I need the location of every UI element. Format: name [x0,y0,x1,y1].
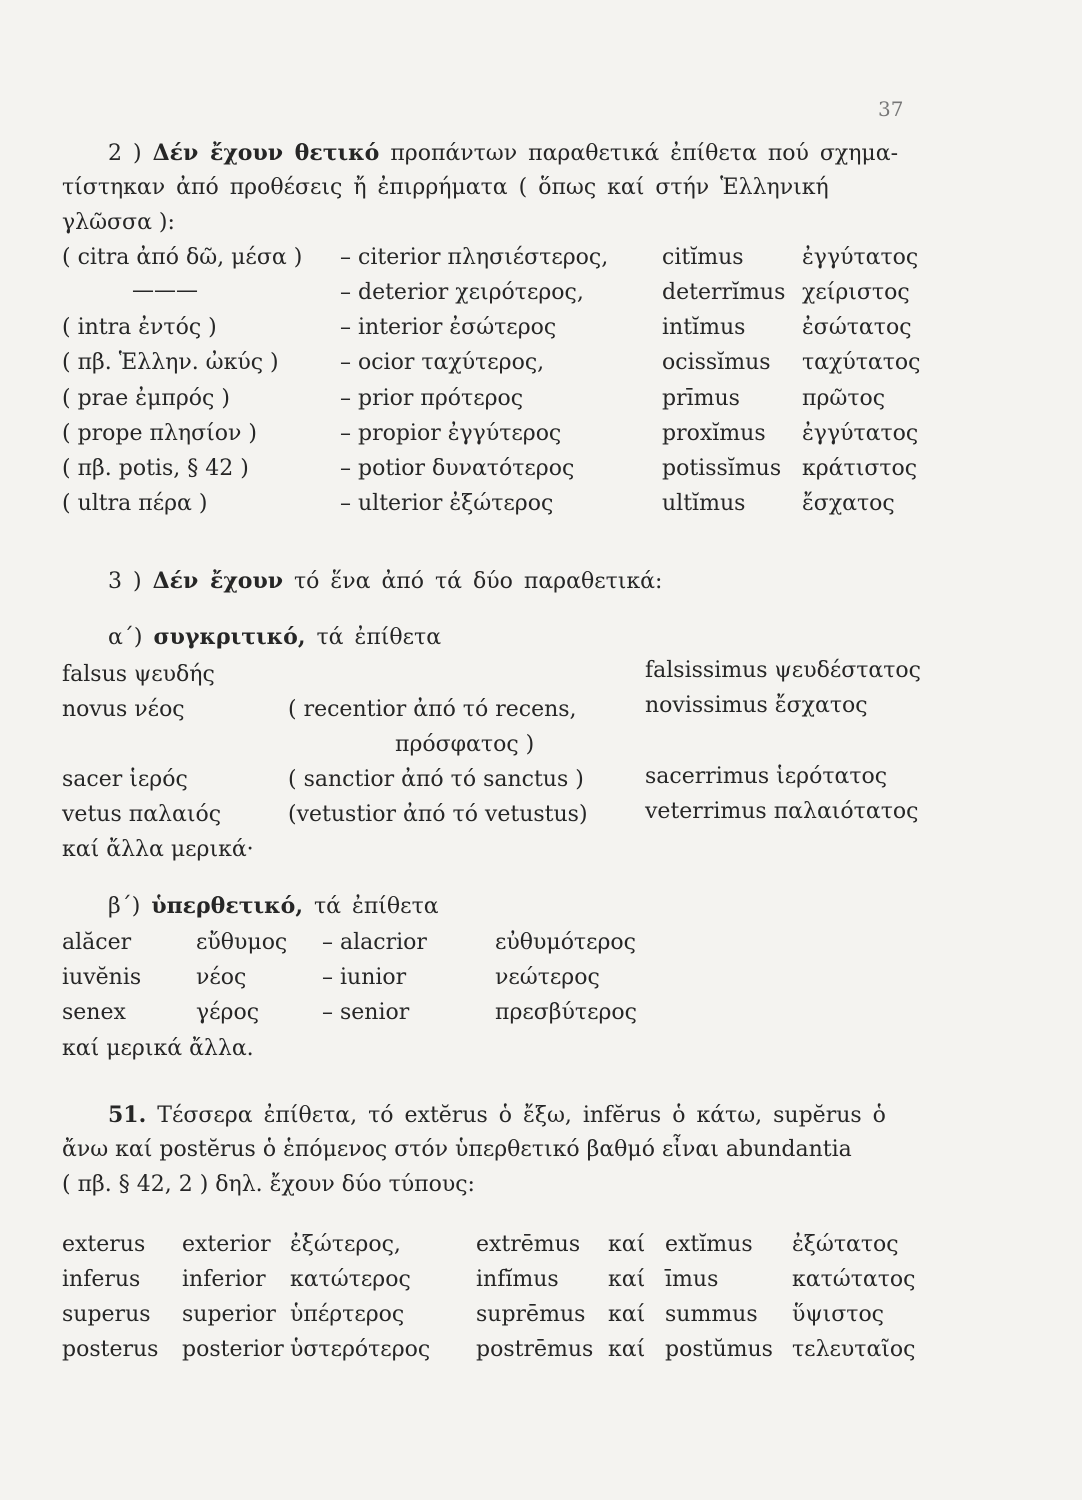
s51-comp: inferior [182,1267,266,1292]
s3b-comp: – senior [322,1000,410,1025]
s2-comp: – deterior χειρότερος, [340,280,584,305]
s51-pos: inferus [62,1267,141,1292]
s3-a-label: α΄) [108,625,143,650]
s2-gr: πρῶτος [802,386,886,411]
s3b-comp: – iunior [322,965,407,990]
s51-grs: κατώτατος [792,1267,916,1292]
s51-sup1: suprēmus [476,1302,586,1327]
s3-heading [108,568,662,595]
s2-comp: – propior ἐγγύτερος [340,421,562,446]
s51-grs: τελευταῖος [792,1337,916,1362]
s2-comp: – interior ἐσώτερος [340,315,557,340]
s51-line-3: ( πβ. § 42, 2 ) δηλ. ἔχουν δύο τύπους: [62,1172,475,1197]
s2-src: ( πβ. potis, § 42 ) [62,456,249,481]
s3a-sup: sacerrimus ἱερότατος [645,764,888,789]
s3b-gr: νέος [196,965,247,990]
s51-line-1 [108,1102,886,1129]
s3a-sup: veterrimus παλαιότατος [645,799,919,824]
s51-kai: καί [608,1302,646,1327]
s3a-pos: vetus παλαιός [62,802,222,827]
s3-b-end: καί μερικά ἄλλα. [62,1036,254,1061]
s51-grc: ὑστερότερος [290,1337,431,1362]
s2-sup: ocissĭmus [662,350,771,375]
s51-grs: ἐξώτατος [792,1232,899,1257]
s2-line-1 [108,140,898,167]
s3b-lat: iuvĕnis [62,965,142,990]
s2-src: ( πβ. Ἑλλην. ὠκύς ) [62,350,279,375]
s51-sup1: extrēmus [476,1232,581,1257]
s2-gr: ἔσχατος [802,491,895,516]
s2-sup: proxĭmus [662,421,766,446]
s3a-sup: falsissimus ψευδέστατος [645,658,921,683]
s51-sup2: summus [665,1302,758,1327]
s3-a-bold: συγκριτικό, [153,624,306,650]
s51-line-2: ἄνω καί postĕrus ὁ ἑπόμενος στόν ὑπερθετικό βαθμό εἶναι abundantia [62,1137,852,1162]
s2-src: ( intra ἐντός ) [62,315,217,340]
s2-sup: ultĭmus [662,491,746,516]
s51-sup1: postrēmus [476,1337,594,1362]
s2-src: ( prae ἐμπρός ) [62,386,230,411]
s51-pos: exterus [62,1232,146,1257]
s2-bold: Δέν ἔχουν θετικό [152,140,380,166]
s3a-pos: falsus ψευδής [62,662,215,687]
s51-sup1: infĭmus [476,1267,559,1292]
s3-rest: τό ἕνα ἀπό τά δύο παραθετικά: [294,569,663,594]
s2-gr: κράτιστος [802,456,918,481]
s51-sup2: īmus [665,1267,719,1292]
s3-a-heading [108,624,441,651]
s3-a-end: καί ἄλλα μερικά· [62,837,254,862]
s2-comp: – potior δυνατότερος [340,456,575,481]
s3a-note: πρόσφατος ) [395,732,535,757]
s2-gr: ταχύτατος [802,350,921,375]
s2-rest: προπάντων παραθετικά ἐπίθετα πού σχημα- [390,141,899,166]
s51-comp: exterior [182,1232,271,1257]
s3b-comp: – alacrior [322,930,427,955]
s3b-lat: senex [62,1000,126,1025]
s51-sup2: postŭmus [665,1337,773,1362]
s51-pos: superus [62,1302,151,1327]
s3-a-rest: τά ἐπίθετα [316,625,442,650]
page-number: 37 [878,97,904,121]
s51-kai: καί [608,1337,646,1362]
s3a-note: ( recentior ἀπό τό recens, [288,697,577,722]
s3a-pos: sacer ἱερός [62,767,188,792]
s2-line-3: γλῶσσα ): [62,210,175,235]
s3b-gr: εὔθυμος [196,930,288,955]
s2-comp: – prior πρότερος [340,386,524,411]
s51-kai: καί [608,1267,646,1292]
s2-gr: ἐσώτατος [802,315,912,340]
s3-bold: Δέν ἔχουν [152,568,283,594]
s51-grc: ἐξώτερος, [290,1232,401,1257]
s3b-grc: εὐθυμότερος [495,930,637,955]
s3-b-label: β΄) [108,894,141,919]
s3-b-bold: ὑπερθετικό, [151,893,304,919]
s2-gr: χείριστος [802,280,910,305]
s3b-gr: γέρος [196,1000,260,1025]
s2-sup: citĭmus [662,245,744,270]
s2-src: ( ultra πέρα ) [62,491,208,516]
s3a-note: ( sanctior ἀπό τό sanctus ) [288,767,584,792]
s2-sup: prīmus [662,386,740,411]
s2-sup: intĭmus [662,315,746,340]
s51-sup2: extĭmus [665,1232,753,1257]
s3-b-heading [108,893,439,920]
s2-gr: ἐγγύτατος [802,245,919,270]
s3a-sup: novissimus ἔσχατος [645,693,868,718]
s2-src: ( citra ἀπό δῶ, μέσα ) [62,245,303,270]
s51-grs: ὕψιστος [792,1302,885,1327]
s51-comp: superior [182,1302,276,1327]
s3a-pos: novus νέος [62,697,185,722]
s3b-lat: alăcer [62,930,132,955]
s2-comp: – citerior πλησιέστερος, [340,245,609,270]
s2-comp: – ulterior ἐξώτερος [340,491,554,516]
s3a-note: (vetustior ἀπό τό vetustus) [288,802,588,827]
s51-pos: posterus [62,1337,159,1362]
s2-src: ( prope πλησίον ) [62,421,257,446]
s2-gr: ἐγγύτατος [802,421,919,446]
s51-num: 51. [108,1102,147,1128]
s2-num: 2 ) [108,141,142,166]
s3-num: 3 ) [108,569,142,594]
s51-comp: posterior [182,1337,284,1362]
s2-src: ——— [132,278,198,303]
s2-comp: – ocior ταχύτερος, [340,350,545,375]
s3b-grc: πρεσβύτερος [495,1000,637,1025]
s51-grc: κατώτερος [290,1267,411,1292]
s51-grc: ὑπέρτερος [290,1302,405,1327]
s3b-grc: νεώτερος [495,965,600,990]
s51-kai: καί [608,1232,646,1257]
s51-line-1-text: Τέσσερα ἐπίθετα, τό extĕrus ὁ ἔξω, infĕrus ὁ κάτω, supĕrus ὁ [157,1103,886,1128]
s2-sup: potissĭmus [662,456,782,481]
s3-b-rest: τά ἐπίθετα [314,894,439,919]
s2-sup: deterrĭmus [662,280,786,305]
s2-line-2: τίστηκαν ἀπό προθέσεις ἤ ἐπιρρήματα ( ὅπως καί στήν Ἑλληνική [62,175,829,200]
